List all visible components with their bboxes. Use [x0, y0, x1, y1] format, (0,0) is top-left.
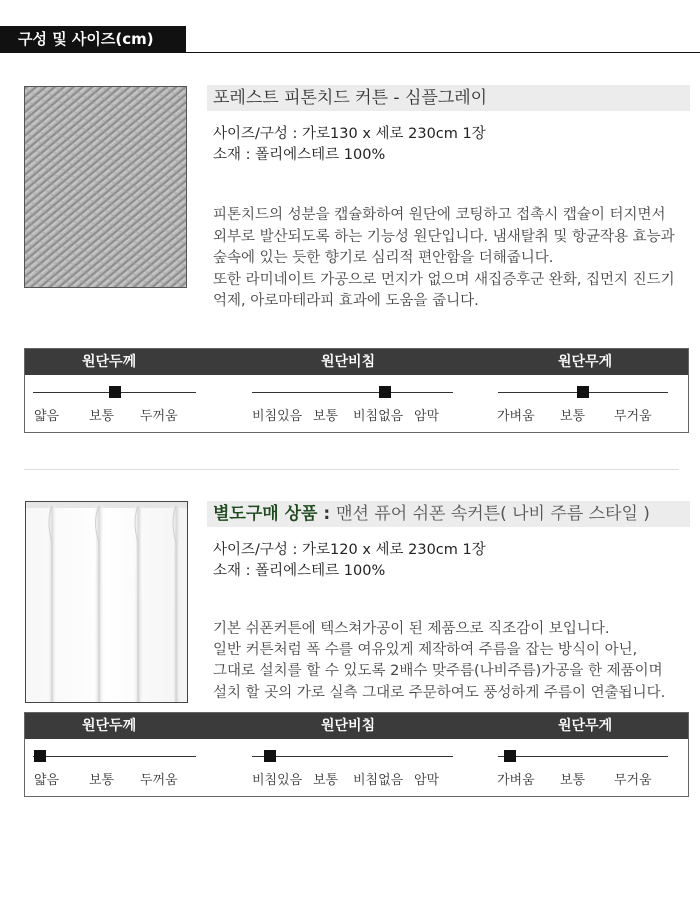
weight-label-light: 가벼움 [497, 773, 535, 788]
scale-body [25, 375, 688, 432]
thickness-marker [34, 750, 46, 762]
fabric-scale-table [24, 712, 689, 797]
weight-label-heavy: 무거움 [614, 409, 652, 424]
thickness-label-normal: 보통 [89, 409, 115, 424]
weight-marker [577, 386, 589, 398]
product-name: 맨션 퓨어 쉬폰 속커튼( 나비 주름 스타일 ) [336, 504, 650, 524]
sheerness-title: 원단비침 [321, 354, 376, 370]
weight-marker [504, 750, 516, 762]
sheerness-label-sheer: 비침있음 [252, 409, 303, 424]
product-title: 포레스트 피톤치드 커튼 - 심플그레이 [207, 85, 690, 111]
weight-title: 원단무게 [558, 354, 613, 370]
section-title: 구성 및 사이즈(cm) [0, 26, 186, 52]
fabric-scale-table [24, 348, 689, 433]
description-line: 기본 쉬폰커튼에 텍스쳐가공이 된 제품으로 직조감이 보입니다. [213, 621, 610, 637]
weight-label-heavy: 무거움 [614, 773, 652, 788]
sheerness-label-normal: 보통 [313, 409, 339, 424]
weight-label-normal: 보통 [560, 409, 586, 424]
thickness-label-thick: 두꺼움 [140, 773, 178, 788]
description-line: 또한 라미네이트 가공으로 먼지가 없으며 새집증후군 완화, 집먼지 진드기 [213, 272, 675, 288]
description-line: 숲속에 있는 듯한 향기로 심리적 편안함을 더해줍니다. [213, 250, 554, 266]
thickness-scale-line [33, 756, 196, 757]
sheerness-label-opaque: 비침없음 [353, 409, 404, 424]
section-divider [24, 469, 679, 470]
sheerness-label-opaque: 비침없음 [353, 773, 404, 788]
thickness-label-normal: 보통 [89, 773, 115, 788]
weight-label-normal: 보통 [560, 773, 586, 788]
sheerness-scale-line [252, 756, 453, 757]
weight-scale-line [498, 756, 668, 757]
gray-fabric-swatch-image [24, 86, 187, 288]
sheerness-label-blackout: 암막 [414, 773, 440, 788]
thickness-label-thin: 얇음 [34, 773, 60, 788]
description-line: 일반 커튼처럼 폭 수를 여유있게 제작하여 주름을 잡는 방식이 아닌, [213, 642, 638, 658]
thickness-label-thin: 얇음 [34, 409, 60, 424]
product-size: 사이즈/구성 : 가로120 x 세로 230cm 1장 [213, 542, 486, 558]
scale-header [25, 713, 688, 739]
product-size: 사이즈/구성 : 가로130 x 세로 230cm 1장 [213, 126, 486, 142]
description-line: 피톤치드의 성분을 캡슐화하여 원단에 코팅하고 접촉시 캡슐이 터지면서 [213, 207, 666, 223]
separate-purchase-label: 별도구매 상품 [213, 504, 318, 524]
section-divider [0, 52, 700, 53]
scale-header [25, 349, 688, 375]
description-line: 그대로 설치를 할 수 있도록 2배수 맞주름(나비주름)가공을 한 제품이며 [213, 663, 663, 679]
thickness-title: 원단두께 [82, 718, 137, 734]
thickness-marker [109, 386, 121, 398]
product-material: 소재 : 폴리에스테르 100% [213, 563, 386, 579]
description-line: 외부로 발산되도록 하는 기능성 원단입니다. 냄새탈취 및 항균작용 효능과 [213, 229, 675, 245]
sheerness-scale-line [252, 392, 453, 393]
weight-title: 원단무게 [558, 718, 613, 734]
sheerness-label-sheer: 비침있음 [252, 773, 303, 788]
description-line: 억제, 아로마테라피 효과에 도움을 줍니다. [213, 293, 479, 309]
sheer-curtain-image [25, 501, 188, 703]
sheerness-marker [264, 750, 276, 762]
scale-body [25, 739, 688, 796]
sheerness-marker [379, 386, 391, 398]
sheerness-label-blackout: 암막 [414, 409, 440, 424]
product-material: 소재 : 폴리에스테르 100% [213, 147, 386, 163]
thickness-title: 원단두께 [82, 354, 137, 370]
thickness-label-thick: 두꺼움 [140, 409, 178, 424]
product-title [207, 501, 690, 527]
sheerness-title: 원단비침 [321, 718, 376, 734]
sheerness-label-normal: 보통 [313, 773, 339, 788]
weight-label-light: 가벼움 [497, 409, 535, 424]
title-separator: : [317, 504, 337, 524]
description-line: 설치 할 곳의 가로 실측 그대로 주문하여도 풍성하게 주름이 연출됩니다. [213, 685, 666, 701]
